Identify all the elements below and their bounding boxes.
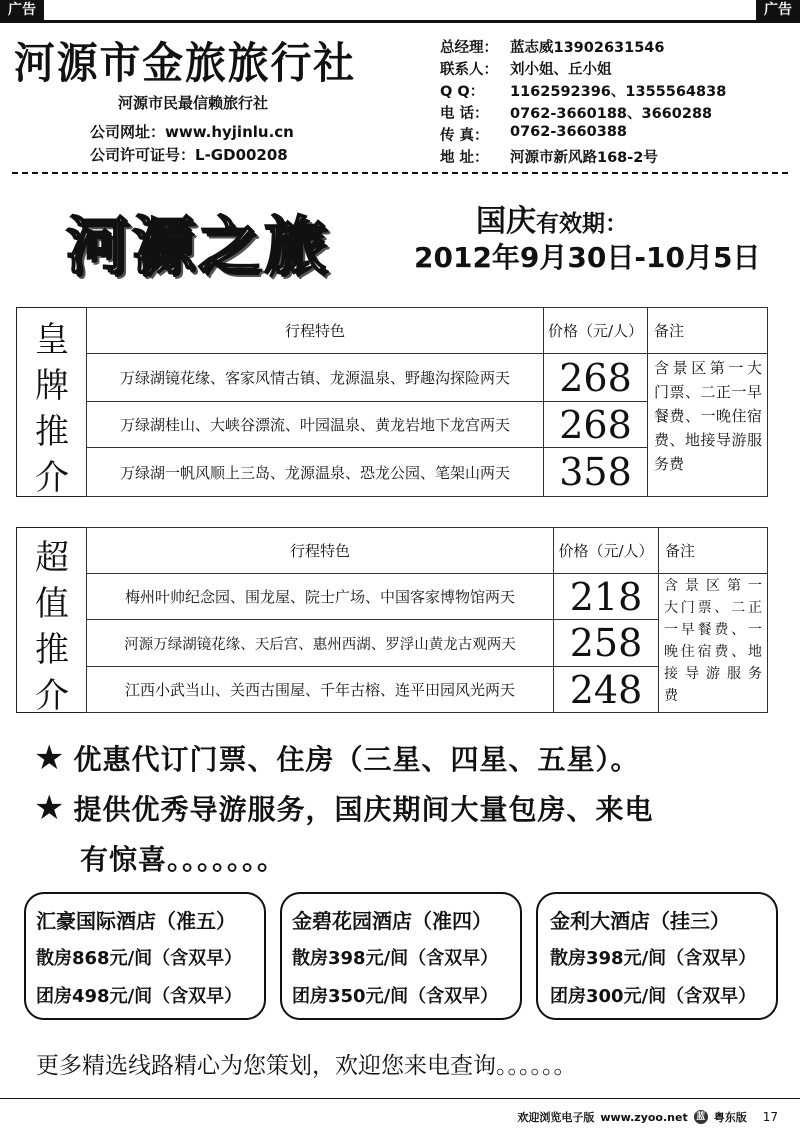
table-value xyxy=(16,527,768,716)
side-char: 牌 xyxy=(35,366,69,406)
edition-logo-icon: 蓝 xyxy=(694,1110,708,1124)
ad-label-right: 广告 xyxy=(756,0,800,20)
footer-rule xyxy=(0,1098,800,1099)
website-link[interactable]: www.hyjinlu.cn xyxy=(165,123,294,141)
top-rule xyxy=(0,20,800,23)
footer xyxy=(517,1109,778,1125)
contact-label: 传 真： xyxy=(440,128,489,144)
note-line: 费 xyxy=(664,688,678,704)
table-royal xyxy=(16,307,768,497)
promo-text: 提供优秀导游服务，国庆期间大量包房、来电 xyxy=(73,793,654,826)
footer-welcome: 欢迎浏览电子版 xyxy=(517,1111,595,1124)
hotel-group-rate: 团房300元/间（含双早） xyxy=(550,986,757,1007)
side-char: 超 xyxy=(35,538,69,578)
hotel-single-rate: 散房868元/间（含双早） xyxy=(36,948,243,969)
agency-name: 河源市金旅旅行社 xyxy=(14,39,356,89)
validity-dates: 2012年9月30日-10月5日 xyxy=(414,241,761,274)
contact-label: 地 址： xyxy=(440,150,489,166)
side-char: 推 xyxy=(35,412,69,452)
table-row-route: 万绿湖镜花缘、客家风情古镇、龙源温泉、野趣沟探险两天 xyxy=(86,353,544,402)
table-row-price: 268 xyxy=(543,401,648,448)
hotel-card xyxy=(280,892,522,1020)
promo-line xyxy=(34,738,640,778)
note-line: 接导游服务 xyxy=(664,666,762,682)
header-note: 备注 xyxy=(658,527,768,574)
contact-label: 联系人： xyxy=(440,62,498,78)
header-route: 行程特色 xyxy=(86,527,554,574)
more-routes-text: 更多精选线路精心为您策划，欢迎您来电查询。。。。。。 xyxy=(36,1053,577,1079)
contact-label: Q Q： xyxy=(440,84,485,100)
side-char: 值 xyxy=(35,584,69,624)
license-label: 公司许可证号： xyxy=(90,146,196,164)
contact-manager xyxy=(440,36,664,57)
page-number: 17 xyxy=(762,1110,778,1124)
hotel-single-rate: 散房398元/间（含双早） xyxy=(550,948,757,969)
table-row-price: 218 xyxy=(553,573,659,620)
table-row-price: 258 xyxy=(553,619,659,667)
star-icon: ★ xyxy=(34,788,66,828)
note-line: 大门票、二正 xyxy=(664,600,762,616)
note-line: 含景区第一 xyxy=(664,578,762,594)
note-line: 务费 xyxy=(654,455,685,473)
validity-holiday: 国庆 xyxy=(476,204,536,239)
hotel-group-rate: 团房498元/间（含双早） xyxy=(36,986,243,1007)
contact-value: 刘小姐、丘小姐 xyxy=(510,62,612,78)
contact-label: 总经理： xyxy=(440,40,498,56)
hotel-single-rate: 散房398元/间（含双早） xyxy=(292,948,499,969)
table-row-price: 268 xyxy=(543,353,648,402)
trip-title: 河源之旅 xyxy=(66,209,331,282)
agency-license xyxy=(90,144,288,165)
table-row-route: 万绿湖一帆风顺上三岛、龙源温泉、恐龙公园、笔架山两天 xyxy=(86,447,544,497)
table-row-price: 358 xyxy=(543,447,648,497)
header-price: 价格（元/人） xyxy=(553,527,659,574)
note-line: 门票、二正一早 xyxy=(654,383,762,401)
table-note xyxy=(664,575,762,707)
note-line: 一早餐费、一 xyxy=(664,622,762,638)
hotel-group-rate: 团房350元/间（含双早） xyxy=(292,986,499,1007)
star-icon: ★ xyxy=(34,738,66,778)
hotel-card xyxy=(24,892,266,1020)
contact-fax xyxy=(440,124,627,145)
hotel-name: 金利大酒店（挂三） xyxy=(550,909,730,933)
ad-label-left: 广告 xyxy=(0,0,44,20)
hotel-name: 汇豪国际酒店（准五） xyxy=(36,909,236,933)
contact-value: 蓝志威13902631546 xyxy=(510,40,665,56)
note-line: 餐费、一晚住宿 xyxy=(654,407,762,425)
agency-slogan: 河源市民最信赖旅行社 xyxy=(118,94,269,112)
side-char: 介 xyxy=(35,676,69,716)
header-route: 行程特色 xyxy=(86,307,544,354)
contact-phone xyxy=(440,102,712,123)
contact-label: 电 话： xyxy=(440,106,489,122)
table-row-route: 江西小武当山、关西古围屋、千年古榕、连平田园风光两天 xyxy=(86,666,554,713)
contact-value: 1162592396、1355564838 xyxy=(510,84,727,100)
contact-qq xyxy=(440,80,726,101)
validity-label: 有效期： xyxy=(536,211,628,237)
hotel-name: 金碧花园酒店（准四） xyxy=(292,909,492,933)
contact-person xyxy=(440,58,612,79)
table-row-price: 248 xyxy=(553,666,659,713)
contact-address xyxy=(440,146,658,167)
note-line: 晚住宿费、地 xyxy=(664,644,762,660)
license-number: L-GD00208 xyxy=(195,146,288,164)
dashed-divider xyxy=(12,172,788,174)
validity-heading xyxy=(476,196,628,240)
side-char: 介 xyxy=(35,458,69,498)
contact-value: 0762-3660388 xyxy=(510,124,627,140)
footer-edition: 粤东版 xyxy=(713,1111,747,1124)
contact-value: 河源市新风路168-2号 xyxy=(510,150,658,166)
promo-line xyxy=(34,788,654,828)
table-note xyxy=(654,356,762,476)
table-row-route: 河源万绿湖镜花缘、天后宫、惠州西湖、罗浮山黄龙古观两天 xyxy=(86,619,554,667)
hotel-card xyxy=(536,892,778,1020)
header-price: 价格（元/人） xyxy=(543,307,648,354)
contact-value: 0762-3660188、3660288 xyxy=(510,106,713,122)
table-row-route: 万绿湖桂山、大峡谷漂流、叶园温泉、黄龙岩地下龙宫两天 xyxy=(86,401,544,448)
promo-line xyxy=(80,838,286,878)
note-line: 费、地接导游服 xyxy=(654,431,762,449)
header-note: 备注 xyxy=(647,307,768,354)
website-label: 公司网址： xyxy=(90,123,166,141)
note-line: 含景区第一大 xyxy=(654,359,762,377)
footer-site-link[interactable]: www.zyoo.net xyxy=(600,1110,688,1124)
side-char: 皇 xyxy=(35,320,69,360)
promo-text: 优惠代订门票、住房（三星、四星、五星）。 xyxy=(73,743,640,776)
side-char: 推 xyxy=(35,630,69,670)
table-row-route: 梅州叶帅纪念园、围龙屋、院士广场、中国客家博物馆两天 xyxy=(86,573,554,620)
promo-text: 有惊喜。。。。。。。 xyxy=(80,843,287,876)
agency-website xyxy=(90,121,294,142)
